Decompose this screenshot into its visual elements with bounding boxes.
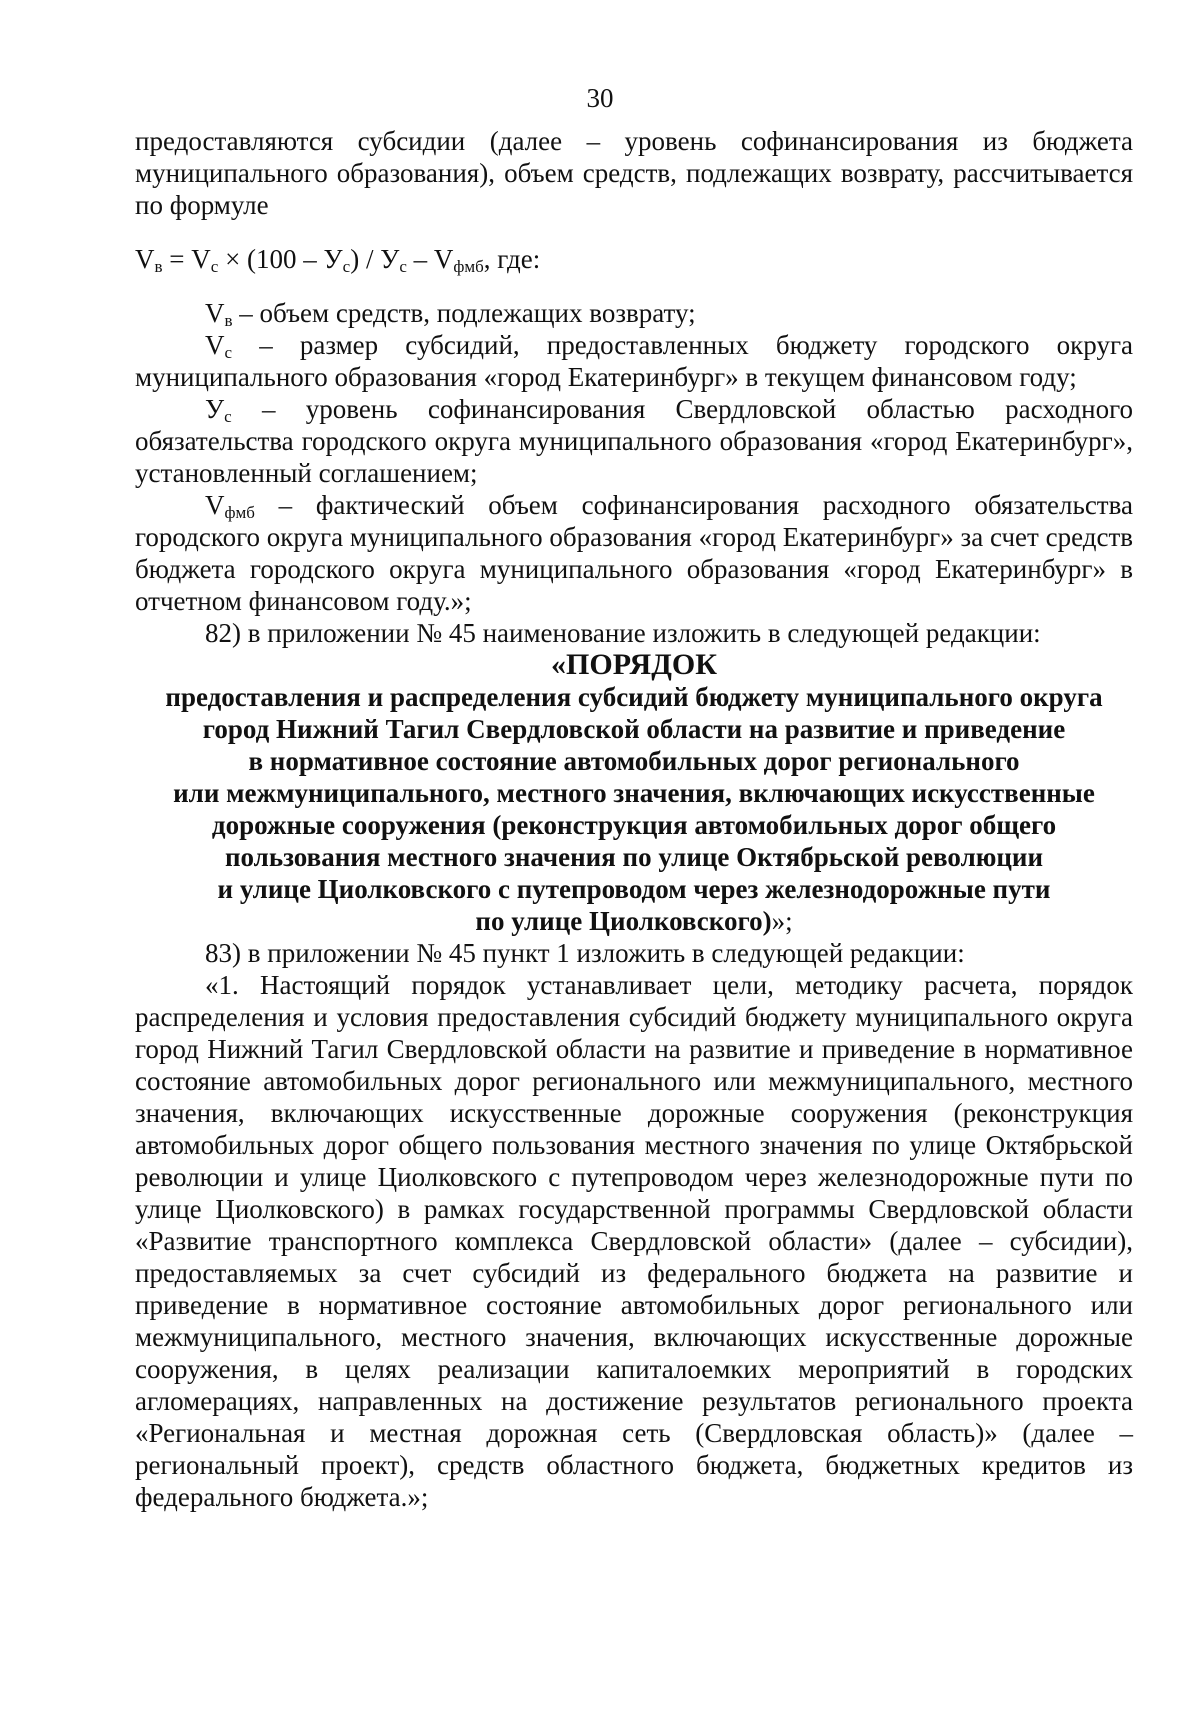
definition-vv bbox=[135, 297, 1133, 329]
definition-symbol: У bbox=[205, 394, 225, 424]
heading-line-2: город Нижний Тагил Свердловской области на развитие и приведение bbox=[202, 714, 1066, 744]
formula-tail: , где: bbox=[483, 244, 541, 274]
formula-v: V bbox=[135, 244, 155, 274]
intro-paragraph: предоставляются субсидии (далее – уровень софинансирования из бюджета муниципального образования), объем средств, подлежащих возврату, рассчитывается по формуле bbox=[135, 126, 1133, 220]
heading-line-8-tail: »; bbox=[771, 906, 793, 936]
formula-v-sub: в bbox=[154, 257, 163, 276]
formula-vfmb-sub: фмб bbox=[453, 257, 484, 276]
definition-uc bbox=[135, 393, 1133, 489]
page-number: 30 bbox=[586, 83, 614, 113]
definition-text: – объем средств, подлежащих возврату; bbox=[232, 298, 696, 328]
definition-text: – фактический объем софинансирования расходного обязательства городского округа муниципального образования «город Екатеринбург» за счет средств бюджета городского округа муниципального образования «город Екатеринбург» в отчетном финансовом году.»; bbox=[135, 490, 1133, 616]
procedure-heading bbox=[135, 649, 1133, 937]
definition-text: – уровень софинансирования Свердловской областью расходного обязательства городского округа муниципального образования «город Екатеринбург», установленный соглашением; bbox=[135, 394, 1133, 488]
heading-line-8-text: по улице Циолковского) bbox=[475, 906, 772, 936]
formula-u1-sub: с bbox=[342, 257, 351, 276]
definition-subscript: с bbox=[224, 407, 232, 426]
definition-symbol: V bbox=[205, 298, 225, 328]
formula-eq: = V bbox=[162, 244, 211, 274]
formula-mult: × (100 – У bbox=[218, 244, 343, 274]
formula-minus: – V bbox=[406, 244, 454, 274]
heading-line-5: дорожные сооружения (реконструкция автомобильных дорог общего bbox=[211, 810, 1057, 840]
definition-vfmb bbox=[135, 489, 1133, 617]
point-1-paragraph: «1. Настоящий порядок устанавливает цели, методику расчета, порядок распределения и условия предоставления субсидий бюджету муниципального округа город Нижний Тагил Свердловской области на развитие и приведение в нормативное состояние автомобильных дорог регионального или межмуниципального, местного значения, включающих искусственные дорожные сооружения (реконструкция автомобильных дорог общего пользования местного значения по улице Октябрьской революции и улице Циолковского с путепроводом через железнодорожные пути по улице Циолковского) в рамках государственной программы Свердловской области «Развитие транспортного комплекса Свердловской области» (далее – субсидии), предоставляемых за счет субсидий из федерального бюджета на развитие и приведение в нормативное состояние автомобильных дорог регионального или межмуниципального, местного значения, включающих искусственные дорожные сооружения, в целях реализации капиталоемких мероприятий в городских агломерациях, направленных на достижение результатов регионального проекта «Региональная и местная дорожная сеть (Свердловская область)» (далее – региональный проект), средств областного бюджета, бюджетных кредитов из федерального бюджета.»; bbox=[135, 970, 1133, 1512]
item-83: 83) в приложении № 45 пункт 1 изложить в следующей редакции: bbox=[205, 938, 965, 968]
heading-line-3: в нормативное состояние автомобильных дорог регионального bbox=[248, 746, 1020, 776]
heading-line-8 bbox=[135, 905, 1133, 937]
definition-subscript: в bbox=[224, 311, 233, 330]
definition-symbol: V bbox=[205, 330, 225, 360]
heading-title: «ПОРЯДОК bbox=[551, 648, 717, 681]
formula bbox=[135, 243, 1133, 275]
definition-vc bbox=[135, 329, 1133, 393]
heading-line-1: предоставления и распределения субсидий бюджету муниципального округа bbox=[165, 682, 1103, 712]
heading-line-6: пользования местного значения по улице Октябрьской революции bbox=[224, 842, 1044, 872]
definition-subscript: фмб bbox=[224, 503, 255, 522]
definition-text: – размер субсидий, предоставленных бюджету городского округа муниципального образования «город Екатеринбург» в текущем финансовом году; bbox=[135, 330, 1133, 392]
formula-div: ) / У bbox=[350, 244, 400, 274]
heading-line-4: или межмуниципального, местного значения, включающих искусственные bbox=[173, 778, 1095, 808]
definition-subscript: с bbox=[224, 343, 233, 362]
formula-vc-sub: с bbox=[210, 257, 219, 276]
document-body bbox=[135, 125, 1133, 1513]
definition-symbol: V bbox=[205, 490, 225, 520]
heading-line-7: и улице Циолковского с путепроводом через железнодорожные пути bbox=[217, 874, 1051, 904]
formula-u2-sub: с bbox=[399, 257, 407, 276]
item-82: 82) в приложении № 45 наименование изложить в следующей редакции: bbox=[205, 618, 1041, 648]
